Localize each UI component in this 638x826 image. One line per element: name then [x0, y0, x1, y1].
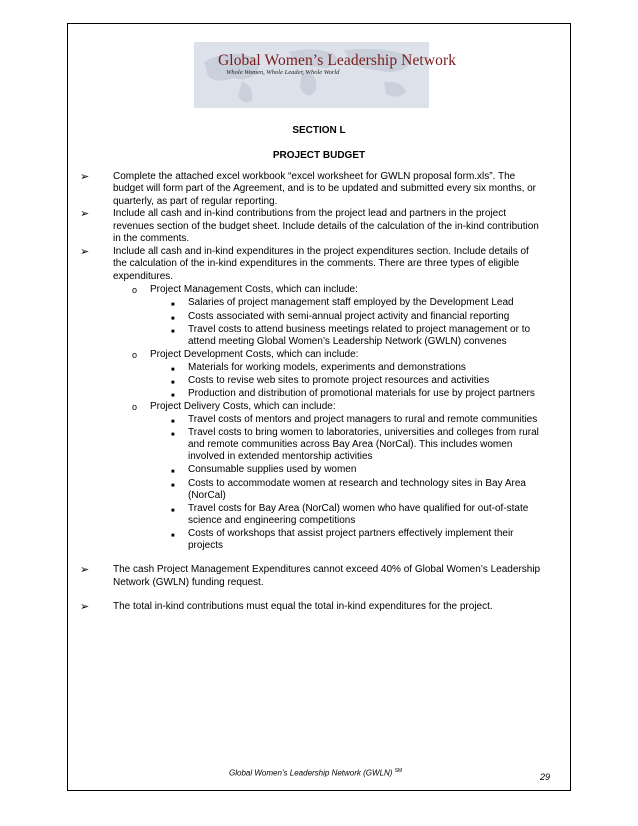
list-item: Materials for working models, experiments and demonstrations: [188, 362, 466, 373]
list-item: Travel costs to attend business meetings related to project management or to: [188, 324, 531, 335]
list-item: Costs associated with semi-annual project activity and financial reporting: [188, 311, 510, 322]
square-bullet-icon: ■: [171, 302, 175, 308]
square-bullet-icon: ■: [171, 469, 175, 475]
section-subtitle: PROJECT BUDGET: [272, 150, 366, 161]
list-item: Production and distribution of promotional materials for use by project partners: [188, 388, 535, 399]
arrow-bullet-icon: ➢: [80, 171, 90, 183]
bullet-text: in the comments.: [113, 233, 190, 244]
bullet-text: The cash Project Management Expenditures cannot exceed 40% of Global Women’s Leadership: [113, 564, 541, 575]
square-bullet-icon: ■: [171, 367, 175, 373]
page-number: 29: [540, 772, 551, 782]
list-item: Costs to accommodate women at research and technology sites in Bay Area: [188, 478, 526, 489]
list-item: attend meeting Global Women’s Leadership Network (GWLN) convenes: [188, 336, 507, 347]
list-item: and remote communities across Bay Area (NorCal). This includes women: [188, 439, 513, 450]
footer-text: [229, 768, 402, 778]
bullet-text: expenditures.: [113, 271, 174, 282]
square-bullet-icon: ■: [171, 508, 175, 514]
arrow-bullet-icon: ➢: [80, 601, 90, 613]
square-bullet-icon: ■: [171, 380, 175, 386]
section-title: SECTION L: [292, 125, 346, 136]
list-item: projects: [188, 540, 224, 551]
list-item: Travel costs for Bay Area (NorCal) women who have qualified for out-of-state: [188, 503, 529, 514]
list-item: Consumable supplies used by women: [188, 464, 357, 475]
list-item: Costs to revise web sites to promote project resources and activities: [188, 375, 490, 386]
category-development: Project Development Costs, which can include:: [150, 349, 359, 360]
bullet-text: revenues section of the budget sheet. Include details of the calculation of the in-kind contribution: [113, 221, 539, 232]
list-item: (NorCal): [188, 490, 226, 501]
category-delivery: Project Delivery Costs, which can include:: [150, 401, 336, 412]
list-item: science and engineering competitions: [188, 515, 356, 526]
bullet-text: quarterly, as part of regular reporting.: [113, 196, 278, 207]
square-bullet-icon: ■: [171, 316, 175, 322]
square-bullet-icon: ■: [171, 483, 175, 489]
list-item: Salaries of project management staff employed by the Development Lead: [188, 297, 514, 308]
bullet-text: Include all cash and in-kind contributions from the project lead and partners in the project: [113, 208, 507, 219]
bullet-text: Include all cash and in-kind expenditures in the project expenditures section. Include details of: [113, 246, 529, 257]
bullet-text: The total in-kind contributions must equal the total in-kind expenditures for the project.: [113, 601, 493, 612]
logo-title: Global Women’s Leadership Network: [218, 52, 457, 69]
arrow-bullet-icon: ➢: [80, 564, 90, 576]
circle-bullet-icon: o: [132, 402, 138, 412]
gwln-logo: [194, 42, 457, 108]
list-item: Costs of workshops that assist project partners effectively implement their: [188, 528, 514, 539]
category-management: Project Management Costs, which can include:: [150, 284, 358, 295]
square-bullet-icon: ■: [171, 419, 175, 425]
square-bullet-icon: ■: [171, 329, 175, 335]
bullet-text: budget will form part of the Agreement, and is to be updated and submitted every six months, or: [113, 183, 537, 194]
logo-tagline: Whole Women, Whole Leader, Whole World: [226, 69, 340, 76]
list-item: Travel costs of mentors and project managers to rural and remote communities: [188, 414, 538, 425]
square-bullet-icon: ■: [171, 533, 175, 539]
circle-bullet-icon: o: [132, 350, 138, 360]
service-mark: SM: [394, 768, 403, 774]
footer-label: Global Women’s Leadership Network (GWLN): [229, 768, 393, 778]
bullet-text: Network (GWLN) funding request.: [113, 577, 264, 588]
bullet-text: the calculation of the in-kind expenditures in the comments. There are three types of eligible: [113, 258, 520, 269]
list-item: Travel costs to bring women to laboratories, universities and colleges from rural: [188, 427, 539, 438]
arrow-bullet-icon: ➢: [80, 208, 90, 220]
square-bullet-icon: ■: [171, 432, 175, 438]
list-item: involved in extended mentorship activities: [188, 451, 373, 462]
arrow-bullet-icon: ➢: [80, 246, 90, 258]
bullet-text: Complete the attached excel workbook “excel worksheet for GWLN proposal form.xls”. The: [113, 171, 516, 182]
square-bullet-icon: ■: [171, 393, 175, 399]
circle-bullet-icon: o: [132, 285, 138, 295]
